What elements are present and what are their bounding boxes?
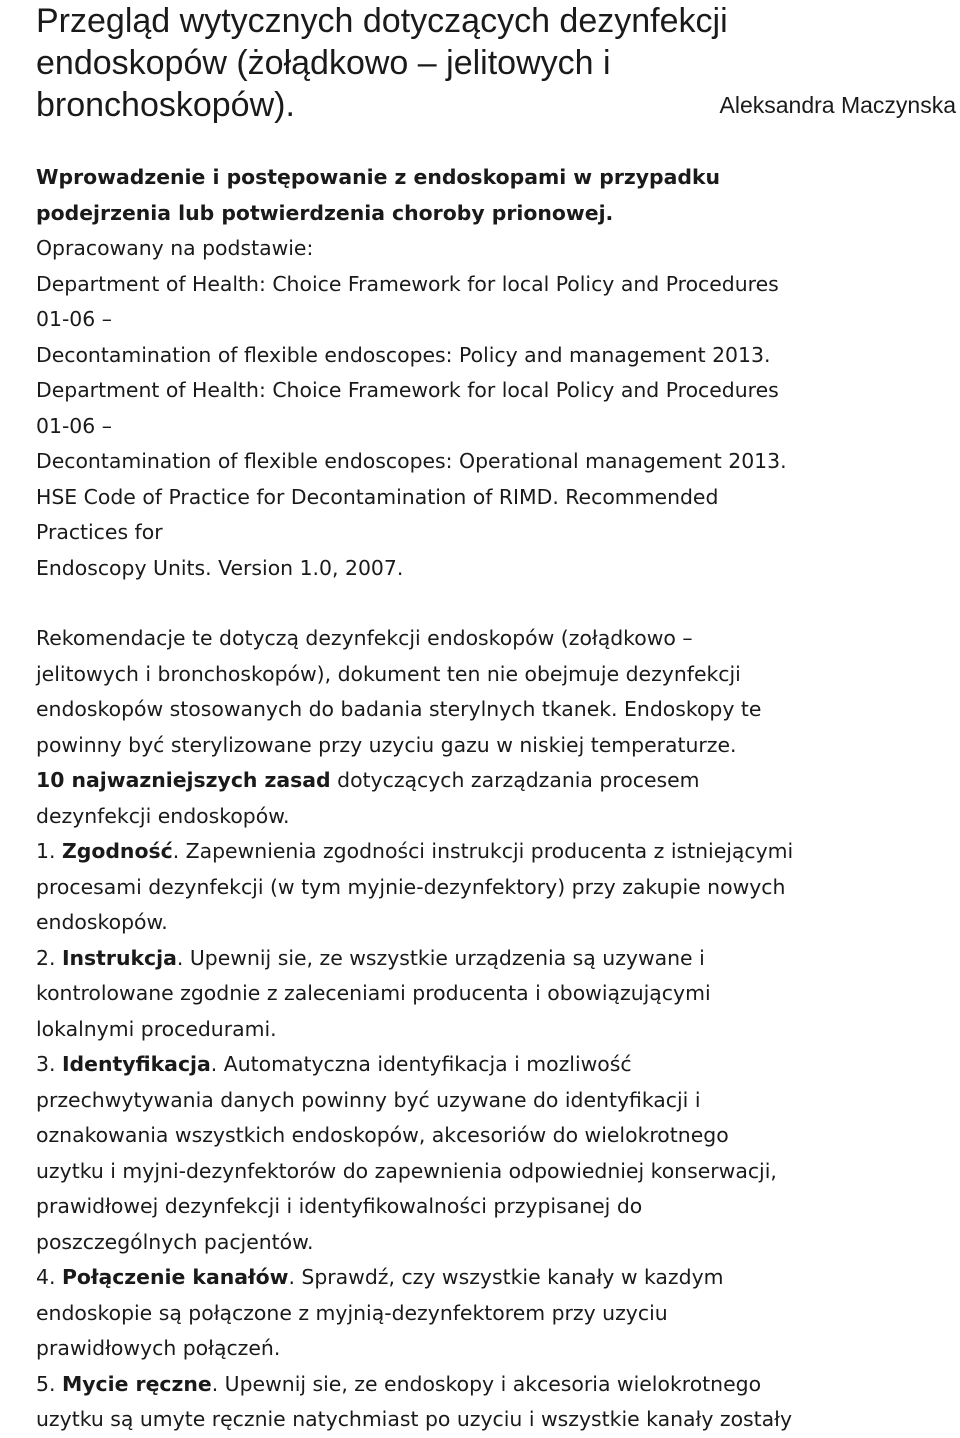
rule-line: poszczególnych pacjentów.	[36, 1229, 314, 1254]
source-line: Practices for	[36, 520, 163, 544]
rule-line: uzytku i myjni-dezynfektorów do zapewnienia odpowiedniej konserwacji,	[36, 1158, 777, 1183]
rules-heading-rest: dotyczących zarządzania procesem	[330, 768, 700, 792]
rule-first-line	[36, 834, 956, 870]
rule-line: endoskopów.	[36, 910, 168, 934]
document-body	[36, 160, 956, 1438]
rules-heading	[36, 763, 956, 799]
rule-item	[36, 834, 956, 941]
rule-line: prawidłowych połączeń.	[36, 1336, 281, 1360]
document-page	[36, 0, 956, 1438]
intro-section	[36, 160, 956, 586]
rule-line: oznakowania wszystkich endoskopów, akcesoriów do wielokrotnego	[36, 1123, 729, 1147]
rule-name: Instrukcja	[61, 945, 177, 970]
rules-list	[36, 834, 956, 1438]
source-line: Endoscopy Units. Version 1.0, 2007.	[36, 555, 404, 580]
rule-item	[36, 941, 956, 1048]
rule-number: 2.	[36, 945, 62, 970]
rule-line: procesami dezynfekcji (w tym myjnie-dezynfektory) przy zakupie nowych	[36, 874, 786, 899]
intro-heading-line: podejrzenia lub potwierdzenia choroby prionowej.	[36, 200, 614, 225]
rule-first-line	[36, 941, 956, 977]
title-line: Przegląd wytycznych dotyczących dezynfekcji	[36, 2, 728, 40]
rule-name: Zgodność	[61, 839, 173, 863]
rule-number: 4.	[36, 1265, 62, 1289]
rule-text: . Automatyczna identyfikacja i mozliwość	[210, 1052, 632, 1076]
source-line: Department of Health: Choice Framework for local Policy and Procedures	[36, 378, 779, 402]
rules-heading-line: dezynfekcji endoskopów.	[36, 803, 290, 828]
rule-first-line	[36, 1367, 956, 1403]
paragraph-line: endoskopów stosowanych do badania sterylnych tkanek. Endoskopy te	[36, 697, 762, 721]
rule-text: . Upewnij sie, ze endoskopy i akcesoria wielokrotnego	[211, 1371, 762, 1396]
rule-first-line	[36, 1047, 956, 1083]
rule-name: Identyfikacja	[61, 1052, 211, 1076]
title-line: bronchoskopów).	[36, 86, 295, 124]
rule-name: Mycie ręczne	[61, 1371, 212, 1396]
rule-name: Połączenie kanałów	[61, 1265, 289, 1289]
source-line: Decontamination of flexible endoscopes: Policy and management 2013.	[36, 342, 771, 367]
rule-first-line	[36, 1260, 956, 1296]
intro-heading-line: Wprowadzenie i postępowanie z endoskopami w przypadku	[36, 165, 721, 189]
author-name: Aleksandra Maczynska	[719, 92, 956, 118]
source-line: Decontamination of flexible endoscopes: Operational management 2013.	[36, 449, 787, 473]
title-line: endoskopów (żołądkowo – jelitowych i	[36, 44, 611, 82]
paragraph-gap	[36, 586, 956, 621]
rule-number: 1.	[36, 839, 62, 863]
source-line: 01-06 –	[36, 307, 112, 331]
rule-text: . Zapewnienia zgodności instrukcji producenta z istniejącymi	[172, 839, 794, 863]
rule-text: . Upewnij sie, ze wszystkie urządzenia są uzywane i	[176, 945, 705, 970]
rules-heading-bold: 10 najwazniejszych zasad	[36, 768, 331, 792]
rule-text: . Sprawdź, czy wszystkie kanały w kazdym	[288, 1265, 724, 1289]
recommendations-section	[36, 621, 956, 834]
rule-line: kontrolowane zgodnie z zaleceniami producenta i obowiązującymi	[36, 981, 711, 1005]
rule-number: 5.	[36, 1371, 62, 1396]
source-line: Opracowany na podstawie:	[36, 236, 314, 260]
source-line: 01-06 –	[36, 413, 112, 438]
rule-item	[36, 1047, 956, 1260]
paragraph-line: powinny być sterylizowane przy uzyciu gazu w niskiej temperaturze.	[36, 732, 737, 757]
rule-line: uzytku są umyte ręcznie natychmiast po uzyciu i wszystkie kanały zostały	[36, 1407, 793, 1431]
paragraph-line: Rekomendacje te dotyczą dezynfekcji endoskopów (zołądkowo –	[36, 626, 693, 650]
document-title	[36, 0, 956, 126]
source-line: Department of Health: Choice Framework for local Policy and Procedures	[36, 271, 779, 296]
rule-line: lokalnymi procedurami.	[36, 1016, 277, 1041]
rule-number: 3.	[36, 1052, 62, 1076]
rule-line: endoskopie są połączone z myjnią-dezynfektorem przy uzyciu	[36, 1300, 668, 1325]
paragraph-line: jelitowych i bronchoskopów), dokument ten nie obejmuje dezynfekcji	[36, 661, 741, 686]
rule-item	[36, 1367, 956, 1438]
source-line: HSE Code of Practice for Decontamination of RIMD. Recommended	[36, 484, 719, 509]
rule-line: przechwytywania danych powinny być uzywane do identyfikacji i	[36, 1087, 701, 1112]
rule-line: prawidłowej dezynfekcji i identyfikowalności przypisanej do	[36, 1194, 643, 1218]
rule-item	[36, 1260, 956, 1367]
